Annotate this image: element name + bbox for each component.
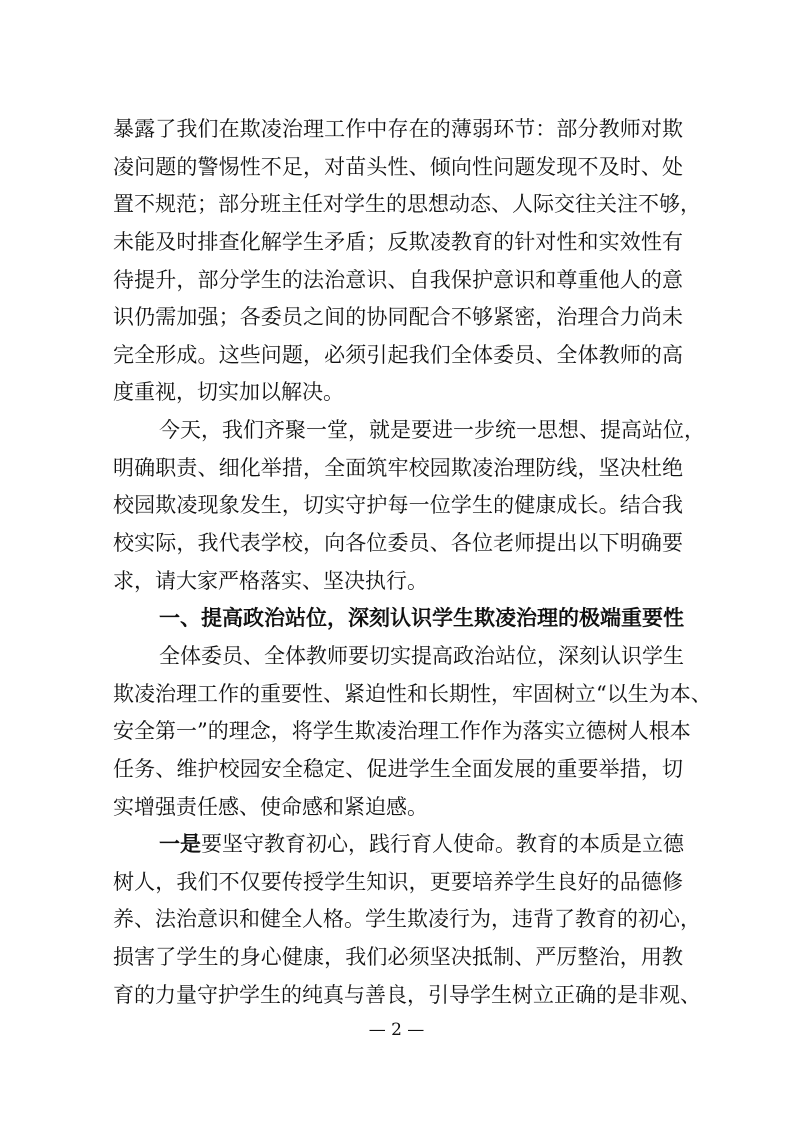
text-line: 度重视，切实加以解决。 xyxy=(113,380,344,405)
text-line: 树人，我们不仅要传授学生知识，更要培养学生良好的品德修 xyxy=(113,869,683,894)
text-line: 全体委员、全体教师要切实提高政治站位，深刻认识学生 xyxy=(159,643,684,668)
bold-lead: 一是 xyxy=(159,832,201,857)
text-line: 育的力量守护学生的纯真与善良，引导学生树立正确的是非观、 xyxy=(113,982,701,1007)
text-line: 校实际，我代表学校，向各位委员、各位老师提出以下明确要 xyxy=(113,531,683,556)
text-line: 置不规范；部分班主任对学生的思想动态、人际交往关注不够， xyxy=(113,192,701,217)
text-line: 欺凌治理工作的重要性、紧迫性和长期性，牢固树立“以生为本、 xyxy=(113,681,712,706)
text-line: 凌问题的警惕性不足，对苗头性、倾向性问题发现不及时、处 xyxy=(113,154,683,179)
text-line: 实增强责任感、使命感和紧迫感。 xyxy=(113,794,428,819)
text-line: 识仍需加强；各委员之间的协同配合不够紧密，治理合力尚未 xyxy=(113,305,683,330)
text-line: 明确职责、细化举措，全面筑牢校园欺凌治理防线，坚决杜绝 xyxy=(113,455,683,480)
text-line: 损害了学生的身心健康，我们必须坚决抵制、严厉整治，用教 xyxy=(113,945,683,970)
text-line: 求，请大家严格落实、坚决执行。 xyxy=(113,568,428,593)
text-line: 待提升，部分学生的法治意识、自我保护意识和尊重他人的意 xyxy=(113,267,683,292)
text-line: 校园欺凌现象发生，切实守护每一位学生的健康成长。结合我 xyxy=(113,493,683,518)
text-line-rest: 要坚守教育初心，践行育人使命。教育的本质是立德 xyxy=(201,832,684,857)
text-line: 今天，我们齐聚一堂，就是要进一步统一思想、提高站位， xyxy=(159,418,705,443)
page-number: — 2 — xyxy=(368,1020,425,1040)
text-line: 安全第一”的理念，将学生欺凌治理工作作为落实立德树人根本 xyxy=(113,719,691,744)
text-line: 暴露了我们在欺凌治理工作中存在的薄弱环节：部分教师对欺 xyxy=(113,117,683,141)
document-body xyxy=(113,111,712,1014)
text-line: 养、法治意识和健全人格。学生欺凌行为，违背了教育的初心， xyxy=(113,907,701,932)
section-heading: 一、提高政治站位，深刻认识学生欺凌治理的极端重要性 xyxy=(159,606,684,631)
text-line: 未能及时排查化解学生矛盾；反欺凌教育的针对性和实效性有 xyxy=(113,229,683,254)
text-line: 完全形成。这些问题，必须引起我们全体委员、全体教师的高 xyxy=(113,342,683,367)
text-line: 任务、维护校园安全稳定、促进学生全面发展的重要举措，切 xyxy=(113,756,683,781)
text-line xyxy=(113,826,683,864)
